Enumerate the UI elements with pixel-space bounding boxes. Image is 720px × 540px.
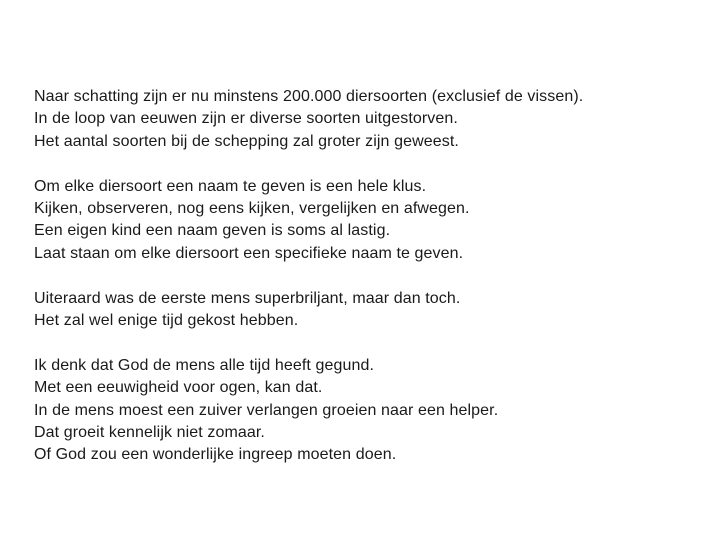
paragraph-god-time [34,355,704,467]
body-text [34,86,704,467]
text-line: In de loop van eeuwen zijn er diverse soorten uitgestorven. [34,110,458,128]
text-line: Het zal wel enige tijd gekost hebben. [34,312,299,330]
text-line: Of God zou een wonderlijke ingreep moeten doen. [34,446,397,464]
text-line: Een eigen kind een naam geven is soms al lastig. [34,222,391,240]
text-line: Kijken, observeren, nog eens kijken, vergelijken en afwegen. [34,200,470,218]
paragraph-first-human [34,288,704,333]
text-line: Ik denk dat God de mens alle tijd heeft gegund. [34,356,375,374]
text-line: In de mens moest een zuiver verlangen groeien naar een helper. [34,401,499,419]
text-line: Laat staan om elke diersoort een specifieke naam te geven. [34,244,464,262]
text-line: Uiteraard was de eerste mens superbriljant, maar dan toch. [34,289,461,307]
paragraph-species-count [34,86,704,153]
text-line: Dat groeit kennelijk niet zomaar. [34,424,265,442]
text-line: Het aantal soorten bij de schepping zal groter zijn geweest. [34,132,459,150]
text-line: Met een eeuwigheid voor ogen, kan dat. [34,379,323,397]
text-line: Naar schatting zijn er nu minstens 200.000 diersoorten (exclusief de vissen). [34,88,584,105]
text-line: Om elke diersoort een naam te geven is een hele klus. [34,177,427,195]
paragraph-naming-task [34,176,704,266]
